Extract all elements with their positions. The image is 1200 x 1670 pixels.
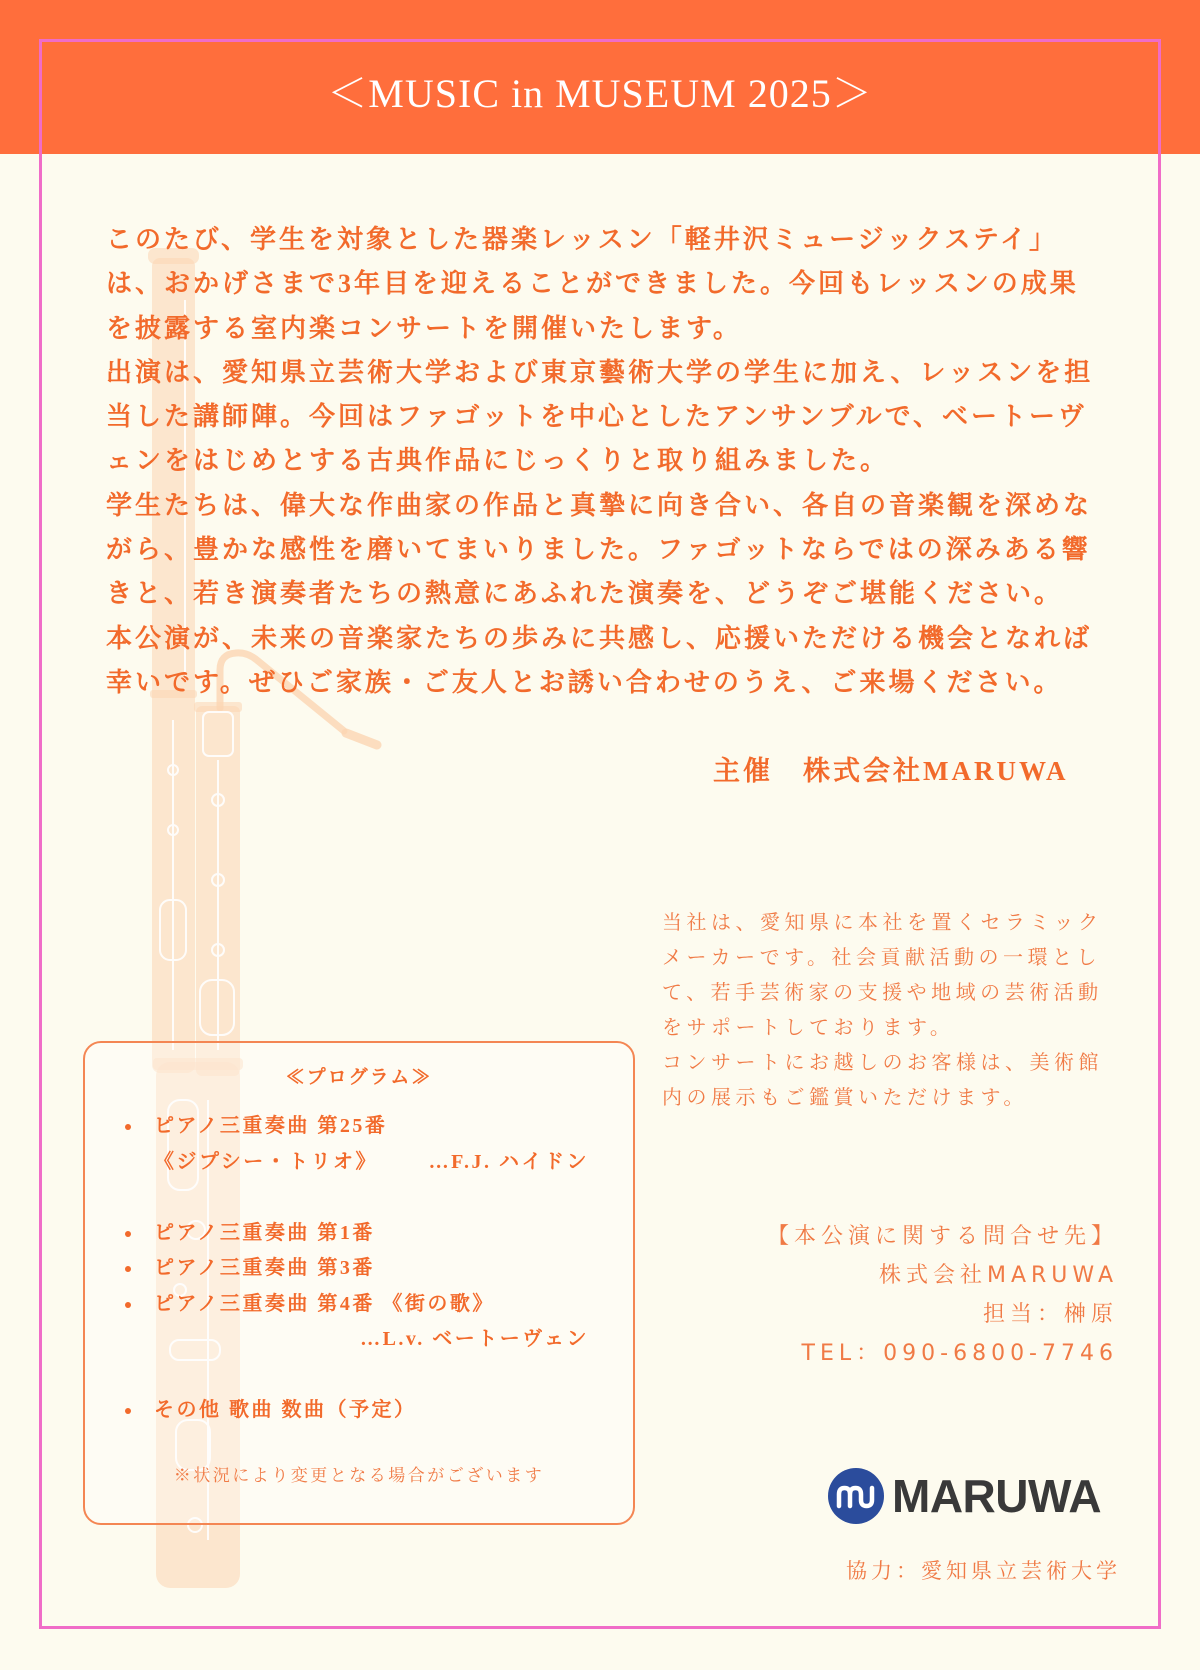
program-item <box>85 1251 633 1287</box>
logo-wordmark: MARUWA <box>892 1470 1102 1522</box>
company-description-line: 当社は、愛知県に本社を置くセラミック <box>662 910 1103 934</box>
bullet-icon <box>125 1266 131 1272</box>
program-title: ≪プログラム≫ <box>285 1067 433 1088</box>
bassoon-reed <box>346 733 377 745</box>
company-description-line: て、若手芸術家の支援や地域の芸術活動 <box>662 980 1103 1004</box>
program-item-title: ピアノ三重奏曲 第25番 <box>154 1115 388 1137</box>
intro-line: きと、若き演奏者たちの熱意にあふれた演奏を、どうぞご堪能ください。 <box>106 579 1064 609</box>
intro-line: は、おかげさまで3年目を迎えることができました。今回もレッスンの成果 <box>106 269 1079 299</box>
company-description-line: をサポートしております。 <box>662 1015 955 1039</box>
bullet-icon <box>125 1231 131 1237</box>
intro-line: を披露する室内楽コンサートを開催いたします。 <box>106 313 742 343</box>
company-description-line: 内の展示もご鑑賞いただけます。 <box>662 1085 1028 1109</box>
maruwa-logo <box>828 1468 1101 1524</box>
program-item-title: その他 歌曲 数曲（予定） <box>154 1399 417 1421</box>
intro-line: ェンをはじめとする古典作品にじっくりと取り組みました。 <box>106 446 890 476</box>
maruwa-mu-logo-icon <box>828 1468 884 1524</box>
company-description-line: メーカーです。社会貢献活動の一環とし <box>662 945 1101 969</box>
program-spacer <box>85 1180 633 1216</box>
intro-paragraph <box>106 218 1093 705</box>
contact-company: 株式会社MARUWA <box>878 1263 1118 1288</box>
program-item-subtitle: 《ジプシー・トリオ》 <box>154 1150 378 1173</box>
intro-line: 幸いです。ぜひご家族・ご友人とお誘い合わせのうえ、ご来場ください。 <box>106 667 1063 697</box>
program-list <box>85 1109 633 1429</box>
organizer-credit: 主催 株式会社MARUWA <box>713 756 1069 786</box>
contact-person: 担当：榊原 <box>982 1302 1118 1327</box>
contact-info <box>767 1217 1118 1373</box>
bullet-icon <box>125 1302 131 1308</box>
intro-line: 学生たちは、偉大な作曲家の作品と真摯に向き合い、各自の音楽観を深めな <box>106 490 1093 520</box>
program-composer: …L.v. ベートーヴェン <box>360 1328 589 1350</box>
intro-line: 当した講師陣。今回はファゴットを中心としたアンサンブルで、ベートーヴ <box>106 402 1088 432</box>
contact-tel: TEL：090-6800-7746 <box>801 1341 1118 1366</box>
program-item-title: ピアノ三重奏曲 第4番 《街の歌》 <box>154 1292 495 1315</box>
program-item <box>85 1287 633 1323</box>
company-description <box>662 905 1103 1115</box>
program-spacer <box>85 1358 633 1394</box>
intro-line: このたび、学生を対象とした器楽レッスン「軽井沢ミュージックステイ」 <box>106 225 1059 254</box>
bullet-icon <box>125 1124 131 1130</box>
program-item-title: ピアノ三重奏曲 第1番 <box>154 1221 375 1244</box>
bullet-icon <box>125 1408 131 1414</box>
program-item <box>85 1109 633 1145</box>
program-composer: …F.J. ハイドン <box>428 1150 589 1173</box>
program-credit-row <box>85 1322 633 1358</box>
program-change-note: ※状況により変更となる場合がございます <box>173 1466 545 1485</box>
program-box <box>83 1041 635 1525</box>
event-title: ＜MUSIC in MUSEUM 2025＞ <box>327 71 873 116</box>
company-description-line: コンサートにお越しのお客様は、美術館 <box>662 1050 1103 1074</box>
program-item <box>85 1216 633 1252</box>
cooperation-credit: 協力：愛知県立芸術大学 <box>846 1559 1121 1583</box>
intro-line: 出演は、愛知県立芸術大学および東京藝術大学の学生に加え、レッスンを担 <box>106 357 1094 387</box>
contact-heading: 【本公演に関する問合せ先】 <box>766 1224 1118 1249</box>
program-item-title: ピアノ三重奏曲 第3番 <box>154 1257 375 1279</box>
intro-line: 本公演が、未来の音楽家たちの歩みに共感し、応援いただける機会となれば <box>106 623 1093 653</box>
program-item <box>85 1393 633 1429</box>
program-credit-row <box>85 1145 633 1181</box>
intro-line: がら、豊かな感性を磨いてまいりました。ファゴットならではの深みある響 <box>106 535 1091 565</box>
